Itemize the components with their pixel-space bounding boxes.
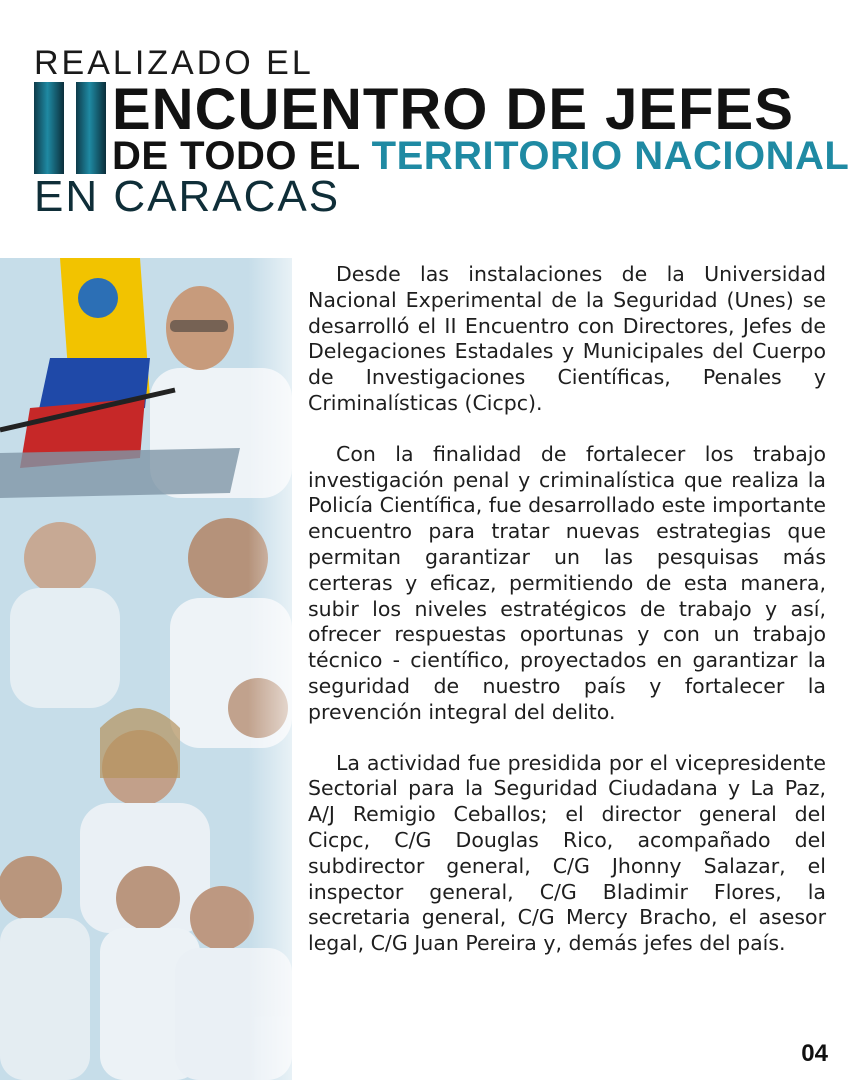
title-line-realizado: REALIZADO EL [34, 44, 314, 82]
title-dark-part: DE TODO EL [112, 134, 361, 178]
event-photo-illustration [0, 258, 292, 1080]
title-accent-part: TERRITORIO NACIONAL [371, 134, 850, 178]
page-number: 04 [801, 1040, 828, 1067]
article-paragraph: La actividad fue presidida por el vicepresidente Sectorial para la Seguridad Ciudadana y La Paz, A/J Remigio Ceballos; el director general del Cicpc, C/G Douglas Rico, acompañado del subdirector general, C/G Jhonny Salazar, el inspector general, C/G Bladimir Flores, la secretaria general, C/G Mercy Bracho, el asesor legal, C/G Juan Pereira y, demás jefes del país. [308, 750, 826, 956]
article-paragraph: Con la finalidad de fortalecer los trabajo investigación penal y criminalística que realiza la Policía Científica, fue desarrollado este importante encuentro para tratar nuevas estrategias que permitan garantizar un las pesquisas más certeras y eficaz, permitiendo de esta manera, subir los niveles estratégicos de trabajo y así, ofrecer respuestas oportunas y con un trabajo técnico - científico, proyectados en garantizar la seguridad de nuestro país y fortalecer la prevención integral del delito. [308, 441, 826, 724]
article-body [308, 262, 826, 982]
title-line-encuentro: ENCUENTRO DE JEFES [112, 77, 794, 142]
article-paragraph: Desde las instalaciones de la Universidad Nacional Experimental de la Seguridad (Unes) se desarrolló el II Encuentro con Directores, Jefes de Delegaciones Estadales y Municipales del Cuerpo de Investigaciones Científicas, Penales y Criminalísticas (Cicpc). [308, 262, 826, 415]
event-photo [0, 258, 292, 1080]
roman-numeral-ii-graphic [34, 82, 106, 174]
title-line-caracas: EN CARACAS [34, 172, 341, 221]
